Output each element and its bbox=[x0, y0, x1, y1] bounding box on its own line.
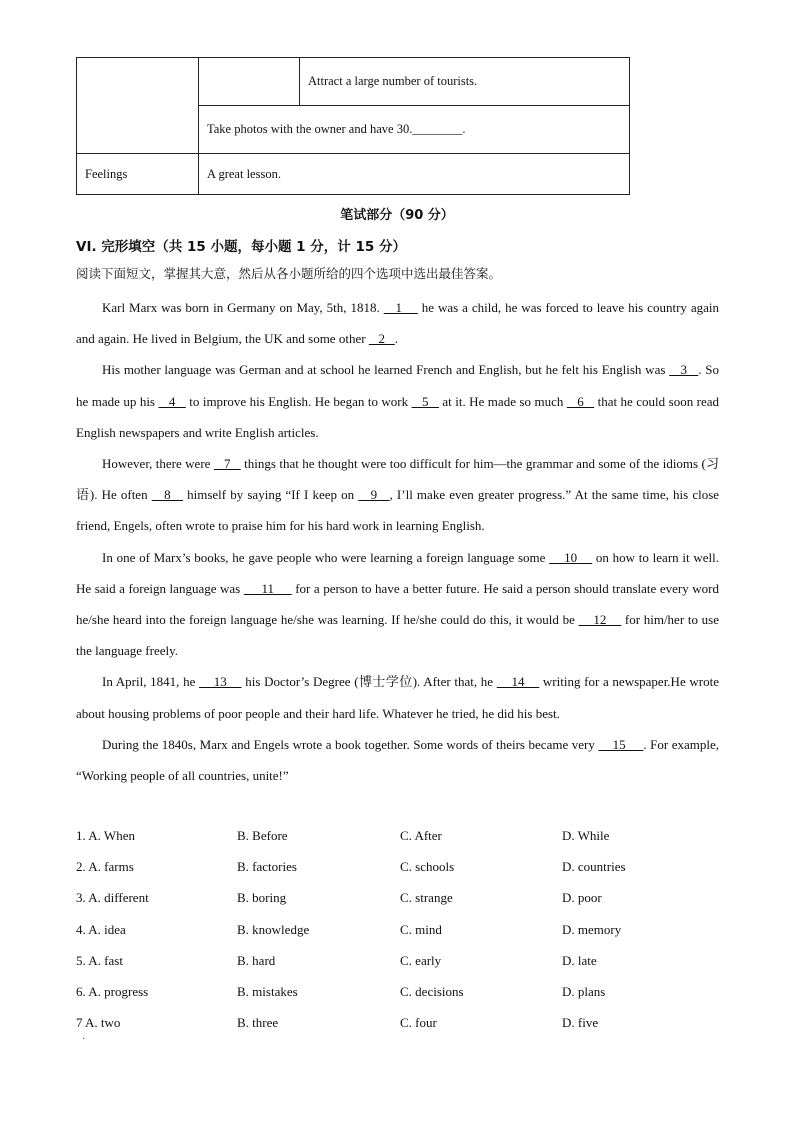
passage-text: writing for a newspaper.He wrote about housing problems of poor people and their hard life. Whatever he tried, he did his best. bbox=[76, 674, 719, 721]
option-choice: D. memory bbox=[562, 921, 622, 937]
passage-text: In April, 1841, he bbox=[102, 674, 200, 690]
option-row bbox=[76, 822, 726, 853]
option-choice: C. four bbox=[400, 1015, 437, 1031]
passage-paragraph bbox=[76, 666, 719, 728]
option-choice: D. While bbox=[562, 828, 610, 843]
option-choice: 5. A. fast bbox=[76, 952, 123, 968]
table-row bbox=[77, 58, 630, 106]
option-choice: C. After bbox=[400, 828, 442, 843]
passage-text: for him/her to use the language freely. bbox=[76, 612, 719, 659]
passage-text: to improve his English. He began to work bbox=[185, 393, 412, 409]
page-mark: · bbox=[82, 1034, 86, 1045]
cloze-blank: 1 bbox=[383, 300, 418, 315]
option-row bbox=[76, 978, 726, 1009]
section-title: 笔试部分（90 分） bbox=[340, 208, 454, 223]
option-choice: 1. A. When bbox=[76, 828, 135, 843]
passage-text: his Doctor’s Degree (博士学位). After that, he bbox=[241, 674, 497, 690]
cloze-blank: 6 bbox=[566, 393, 595, 409]
option-choice: D. late bbox=[562, 952, 597, 968]
passage-paragraph bbox=[76, 448, 719, 542]
option-choice: C. early bbox=[400, 952, 442, 968]
passage-text: himself by saying “If I keep on bbox=[183, 487, 359, 503]
option-choice: B. boring bbox=[237, 890, 287, 906]
option-row bbox=[76, 947, 726, 978]
cloze-blank: 4 bbox=[158, 393, 186, 409]
cloze-blank: 3 bbox=[669, 362, 699, 378]
cloze-blank: 13 bbox=[199, 674, 242, 690]
cloze-blank: 14 bbox=[496, 674, 540, 690]
answer-options bbox=[76, 822, 726, 1040]
passage-paragraph bbox=[76, 354, 719, 448]
option-choice: C. decisions bbox=[400, 983, 464, 999]
option-row bbox=[76, 916, 726, 947]
table-cell: A great lesson. bbox=[199, 154, 630, 195]
passage-text: During the 1840s, Marx and Engels wrote a book together. Some words of theirs became very bbox=[102, 736, 599, 752]
table-cell-empty bbox=[199, 58, 300, 106]
option-choice: C. strange bbox=[400, 890, 453, 906]
option-choice: B. Before bbox=[237, 828, 288, 843]
option-choice: B. three bbox=[237, 1015, 279, 1031]
option-row bbox=[76, 884, 726, 915]
option-choice: 6. A. progress bbox=[76, 983, 149, 999]
option-choice: B. factories bbox=[237, 859, 297, 875]
passage-text: , I’ll make even greater progress.” At the same time, his close friend, Engels, often wrote to praise him for his hard work in learning English. bbox=[76, 487, 720, 534]
passage-text: things that he thought were too difficult for him—the grammar and some of the idioms (习语). He often bbox=[76, 456, 719, 503]
option-choice: D. five bbox=[562, 1015, 599, 1031]
passage-text: on how to learn it well. He said a foreign language was bbox=[76, 549, 719, 596]
info-table bbox=[76, 57, 630, 195]
option-choice: 4. A. idea bbox=[76, 921, 126, 937]
cloze-blank: 7 bbox=[213, 456, 241, 472]
option-choice: C. mind bbox=[400, 921, 442, 937]
passage-text: at it. He made so much bbox=[438, 393, 567, 409]
option-row bbox=[76, 1009, 726, 1040]
option-choice: C. schools bbox=[400, 859, 455, 875]
cloze-blank: 2 bbox=[368, 331, 395, 347]
cloze-blank: 15 bbox=[598, 736, 644, 752]
passage-text: . So he made up his bbox=[76, 362, 720, 409]
option-choice: 2. A. farms bbox=[76, 859, 134, 875]
passage-text: Karl Marx was born in Germany on May, 5th, 1818. bbox=[102, 300, 384, 315]
option-choice: D. countries bbox=[562, 859, 626, 875]
option-row bbox=[76, 853, 726, 884]
table-row bbox=[77, 154, 630, 195]
table-cell: Attract a large number of tourists. bbox=[300, 58, 630, 106]
table-cell-empty bbox=[77, 58, 199, 154]
instruction-text: 阅读下面短文，掌握其大意，然后从各小题所给的四个选项中选出最佳答案。 bbox=[76, 266, 502, 281]
passage-text: However, there were bbox=[102, 456, 214, 472]
option-choice: 7 A. two bbox=[76, 1015, 121, 1031]
cloze-blank: 8 bbox=[151, 487, 183, 503]
table-cell: Take photos with the owner and have 30.________. bbox=[199, 106, 630, 154]
passage-text: he was a child, he was forced to leave his country again and again. He lived in Belgium, the UK and some other bbox=[76, 300, 720, 347]
cloze-blank: 10 bbox=[549, 549, 593, 565]
option-choice: D. poor bbox=[562, 890, 602, 906]
cloze-blank: 11 bbox=[243, 580, 292, 596]
cloze-blank: 5 bbox=[411, 393, 439, 409]
passage-text: In one of Marx’s books, he gave people who were learning a foreign language some bbox=[102, 549, 550, 565]
table-cell-label: Feelings bbox=[77, 154, 199, 195]
passage-text: for a person to have a better future. He said a person should translate every word he/she heard into the foreign language he/she was learning. If he/she could do this, it would be bbox=[76, 580, 719, 628]
cloze-blank: 9 bbox=[358, 487, 390, 503]
cloze-passage bbox=[76, 292, 719, 791]
passage-paragraph bbox=[76, 292, 719, 354]
passage-text: . For example, “Working people of all countries, unite!” bbox=[76, 736, 720, 784]
passage-paragraph bbox=[76, 542, 719, 667]
option-choice: D. plans bbox=[562, 983, 606, 999]
option-choice: B. knowledge bbox=[237, 921, 310, 937]
cloze-blank: 12 bbox=[578, 612, 622, 628]
option-choice: B. hard bbox=[237, 952, 276, 968]
option-choice: 3. A. different bbox=[76, 890, 149, 906]
passage-paragraph bbox=[76, 729, 719, 791]
passage-text: His mother language was German and at school he learned French and English, but he felt his English was bbox=[102, 362, 670, 378]
part-heading: VI. 完形填空（共 15 小题，每小题 1 分，计 15 分） bbox=[76, 239, 406, 255]
passage-text: . bbox=[394, 331, 399, 347]
option-choice: B. mistakes bbox=[237, 983, 298, 999]
passage-text: that he could soon read English newspapers and write English articles. bbox=[76, 393, 720, 440]
